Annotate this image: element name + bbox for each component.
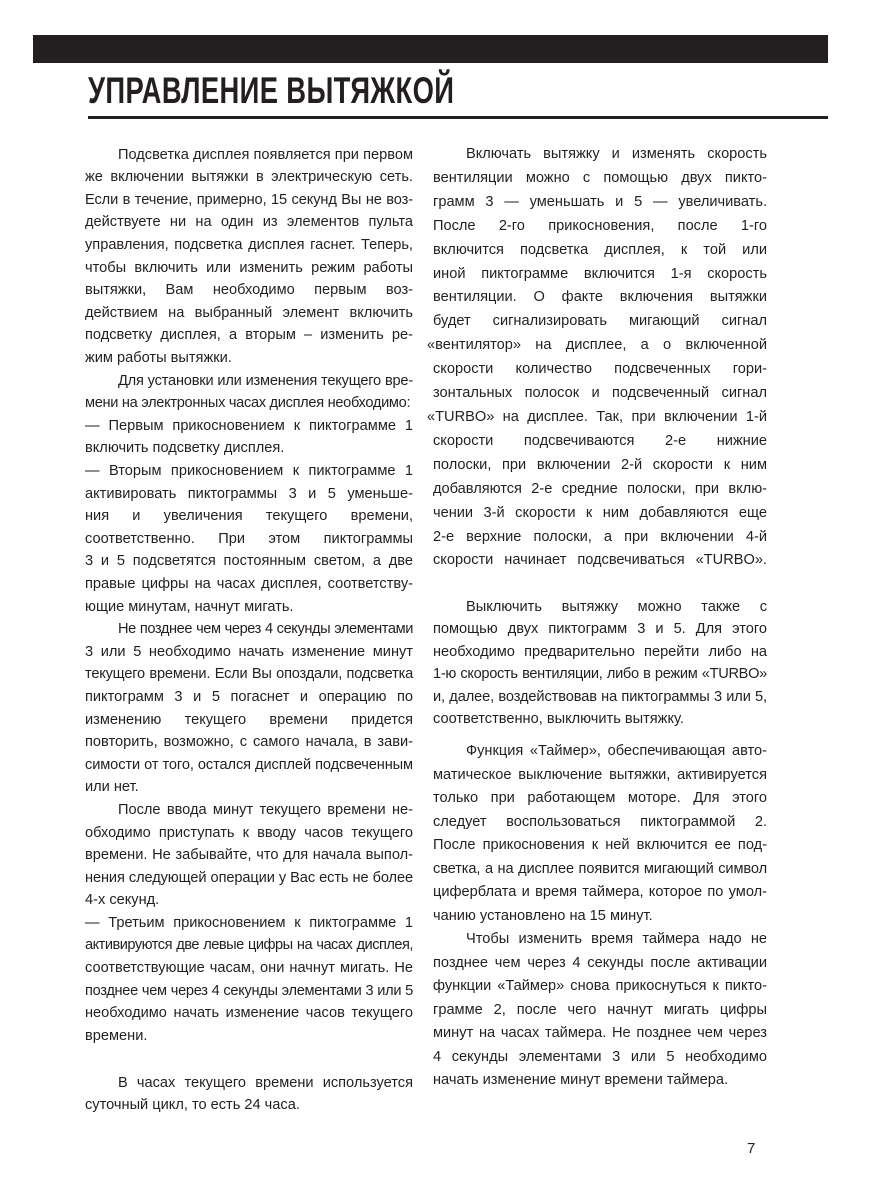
paragraph <box>85 912 413 1048</box>
text-block <box>85 144 413 1048</box>
text-line: включится подсветка дисплея, к той или <box>433 241 767 258</box>
text-line: циферблата и время таймера, которое по умол- <box>433 884 767 901</box>
text-line: нения следующей операции у Вас есть не более <box>85 869 413 886</box>
text-line: мени на электронных часах дисплея необходимо: <box>85 395 411 412</box>
text-line: — Первым прикосновением к пиктограмме 1 <box>85 417 413 434</box>
text-line: ющие минутам, начнут мигать. <box>85 598 294 615</box>
text-line: активировать пиктограммы 3 и 5 уменьше- <box>85 485 413 502</box>
paragraph <box>85 799 413 912</box>
text-line: только при работающем моторе. Для этого <box>433 790 767 807</box>
text-line: суточный цикл, то есть 24 часа. <box>85 1097 300 1114</box>
text-line: добавляются 2-е средние полоски, при вклю- <box>433 480 767 497</box>
text-line: 3 и 5 подсветятся постоянным светом, а две <box>85 553 413 570</box>
text-line: полоски, при включении 2-й скорости к ним <box>433 456 767 473</box>
text-line: матическое выключение вытяжки, активируется <box>433 766 767 783</box>
text-line: необходимо начать изменение часов текущего <box>85 1005 413 1022</box>
paragraph <box>433 596 767 731</box>
header-bar <box>33 35 828 63</box>
text-line: Не позднее чем через 4 секунды элементами <box>118 621 413 638</box>
text-line: помощью двух пиктограмм 3 и 5. Для этого <box>433 621 767 638</box>
paragraph <box>85 144 413 370</box>
paragraph <box>85 415 413 460</box>
text-line: функции «Таймер» снова прикоснуться к пикто- <box>433 978 767 995</box>
text-line: повторить, возможно, с самого начала, в зави- <box>85 734 413 751</box>
text-line: Если в течение, примерно, 15 секунд Вы не воз- <box>85 191 413 208</box>
text-line: зонтальных полосок и подсвеченный сигнал <box>433 385 767 402</box>
text-line: времени. Не забывайте, что для начала выпол- <box>85 847 413 864</box>
text-line: скорости начинает подсвечиваться «TURBO». <box>433 552 767 569</box>
text-line: вентиляции. О факте включения вытяжки <box>433 289 767 306</box>
text-line: позднее чем через 4 секунды элементами 3 или 5 <box>85 982 413 999</box>
text-line: подсветку дисплея, а вторым – изменить ре- <box>85 327 413 344</box>
text-block <box>433 740 767 1093</box>
text-block <box>433 596 767 731</box>
text-line: управления, подсветка дисплея гаснет. Теперь, <box>85 237 413 254</box>
text-line: соответственно. При этом пиктограммы <box>85 530 413 547</box>
text-line: соответственно, выключить вытяжку. <box>433 711 684 728</box>
text-line: Чтобы изменить время таймера надо не <box>466 931 767 948</box>
text-line: начать изменение минут времени таймера. <box>433 1072 729 1089</box>
text-line: грамме 2, после чего начнут мигать цифры <box>433 1001 767 1018</box>
text-block <box>85 1072 413 1117</box>
text-block <box>427 143 767 573</box>
text-line: Функция «Таймер», обеспечивающая авто- <box>466 743 767 760</box>
text-line: вытяжки, Вам необходимо первым воз- <box>85 282 413 299</box>
text-line: После прикосновения к ней включится ее под- <box>433 837 767 854</box>
text-line: — Вторым прикосновением к пиктограмме 1 <box>85 463 413 479</box>
text-line: чанию установлено на 15 минут. <box>433 907 653 924</box>
text-line: Подсветка дисплея появляется при первом <box>118 146 413 163</box>
text-line: времени. <box>85 1027 148 1044</box>
text-line: активируются две левые цифры на часах дисплея, <box>85 937 413 954</box>
text-line: После ввода минут текущего времени не- <box>118 801 413 818</box>
text-line: правые цифры на часах дисплея, соответству- <box>85 575 413 592</box>
title-underline <box>88 116 828 119</box>
text-line: обходимо приступать к вводу часов текущего <box>85 824 413 841</box>
text-line: жим работы вытяжки. <box>85 350 232 367</box>
text-line: симости от того, остался дисплей подсвеченным <box>85 756 413 773</box>
page-number: 7 <box>747 1140 756 1157</box>
text-line: текущего времени. Если Вы опоздали, подсветка <box>85 666 413 683</box>
text-line: скорости подсвечиваются 2-е нижние <box>433 432 767 449</box>
text-line: необходимо предварительно перейти либо на <box>433 643 767 660</box>
text-line: пиктограмм 3 и 5 погаснет и операцию по <box>85 688 413 705</box>
text-line: следует воспользоваться пиктограммой 2. <box>433 813 767 830</box>
text-line: 4 секунды элементами 3 или 5 необходимо <box>433 1048 767 1065</box>
paragraph <box>85 1072 413 1117</box>
text-line: же включении вытяжки в электрическую сеть. <box>85 169 413 186</box>
paragraph <box>85 460 413 618</box>
text-line: вентиляции можно с помощью двух пикто- <box>433 169 767 186</box>
paragraph <box>85 370 413 415</box>
text-line: светка, а на дисплее появится мигающий символ <box>433 860 767 877</box>
text-line: позднее чем через 4 секунды после активации <box>433 954 767 971</box>
text-line: Выключить вытяжку можно также с <box>466 598 767 615</box>
text-line: и, далее, воздействовав на пиктограммы 3 или 5, <box>433 688 767 705</box>
text-line: соответствующие часам, они начнут мигать. Не <box>85 960 413 977</box>
text-line: чении 3-й скорости к ним добавляются еще <box>433 504 767 521</box>
paragraph <box>433 928 767 1093</box>
paragraph <box>85 618 413 799</box>
text-line: действуете ни на один из элементов пульта <box>85 214 413 231</box>
text-line: грамм 3 — уменьшать и 5 — увеличивать. <box>433 193 767 210</box>
text-line: Включать вытяжку и изменять скорость <box>466 146 767 163</box>
text-line: 1-ю скорость вентиляции, либо в режим «TURBO» <box>433 666 767 683</box>
text-line: 4-х секунд. <box>85 892 160 909</box>
text-line: — Третьим прикосновением к пиктограмме 1 <box>85 914 413 931</box>
text-line: изменению текущего времени придется <box>85 711 413 728</box>
text-line: включить подсветку дисплея. <box>85 440 285 457</box>
text-line: действием на выбранный элемент включить <box>85 304 413 321</box>
text-line: минут на часах таймера. Не позднее чем через <box>433 1025 767 1042</box>
text-line: ния и увеличения текущего времени, <box>85 508 413 525</box>
text-line: иной пиктограмме включится 1-я скорость <box>433 265 767 282</box>
text-line: скорости количество подсвеченных гори- <box>433 361 767 378</box>
text-line: или нет. <box>85 779 139 796</box>
page-title: УПРАВЛЕНИЕ ВЫТЯЖКОЙ <box>88 70 455 111</box>
text-line: «вентилятор» на дисплее, а о включенной <box>427 337 767 354</box>
paragraph <box>433 740 767 928</box>
text-line: Для установки или изменения текущего вре- <box>118 372 413 389</box>
text-line: чтобы включить или изменить режим работы <box>85 259 413 276</box>
text-line: «TURBO» на дисплее. Так, при включении 1-й <box>427 409 767 426</box>
text-line: После 2-го прикосновения, после 1-го <box>433 217 767 234</box>
paragraph <box>427 143 767 573</box>
text-line: В часах текущего времени используется <box>118 1074 413 1091</box>
text-line: будет сигнализировать мигающий сигнал <box>433 313 767 330</box>
text-line: 2-е верхние полоски, а при включении 4-й <box>433 528 767 545</box>
text-line: 3 или 5 необходимо начать изменение минут <box>85 643 413 660</box>
